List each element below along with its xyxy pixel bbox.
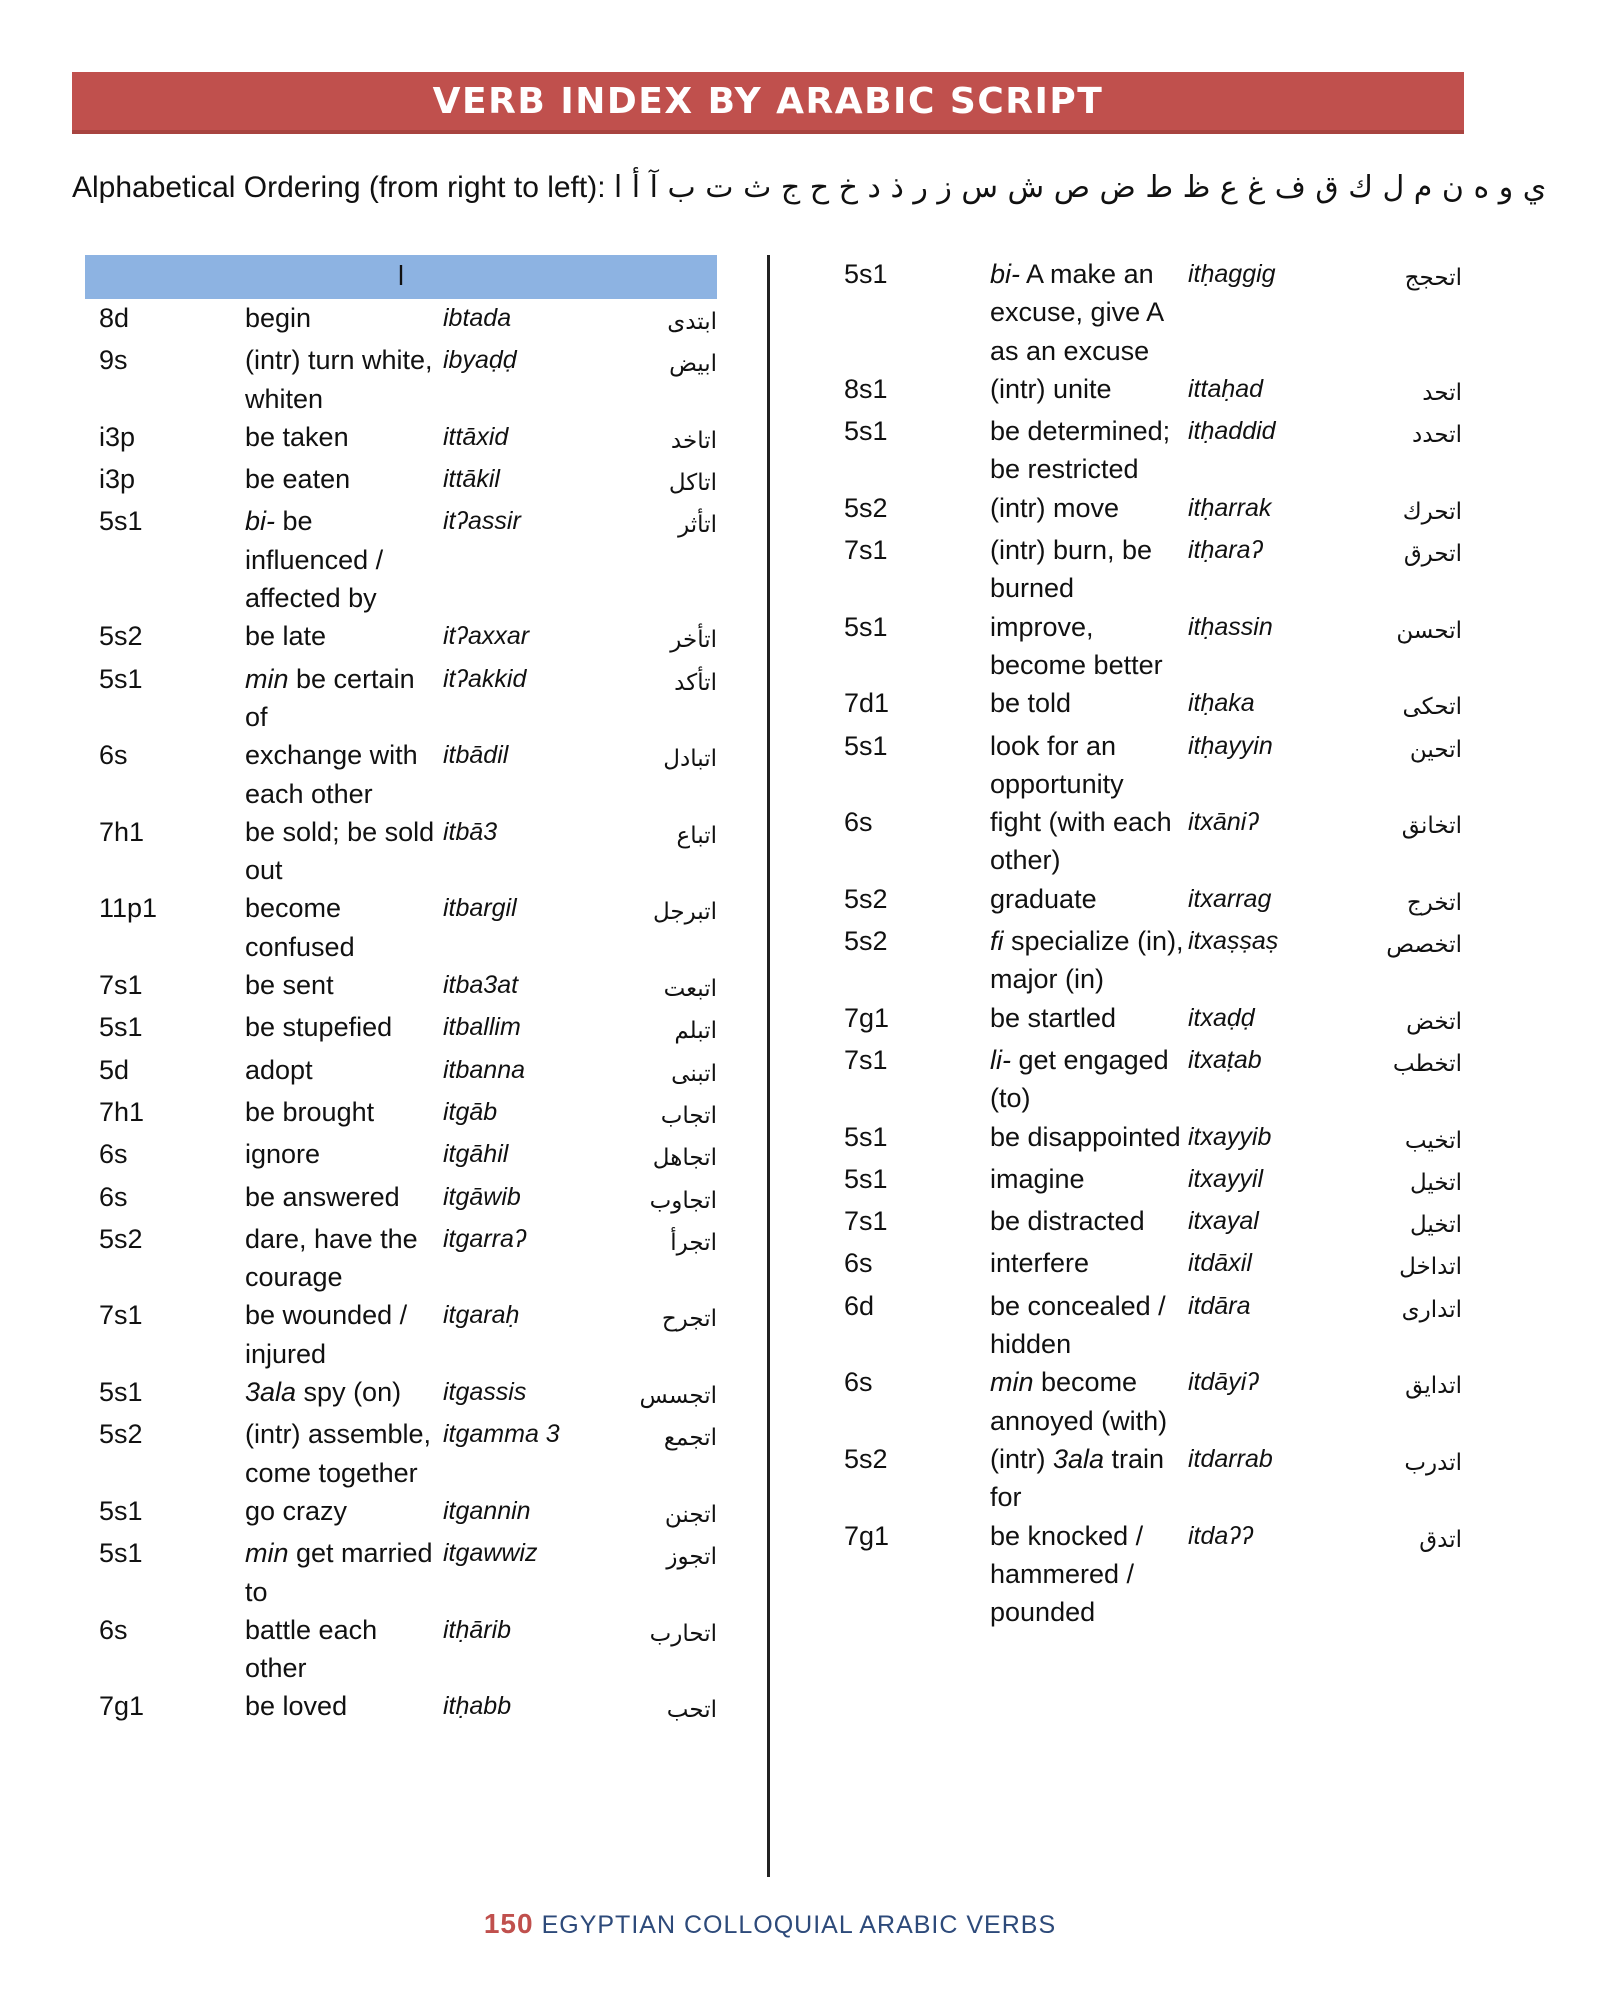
index-entry-row [85, 813, 717, 890]
transliteration: itdāyiʔ [1188, 1368, 1259, 1397]
english-gloss [990, 880, 1188, 922]
transliteration: itʔaxxar [443, 622, 530, 651]
transliteration: itba3at [443, 971, 519, 1000]
conjugation-code: 5s1 [99, 1377, 143, 1408]
index-entry-row [85, 502, 717, 617]
english-gloss [990, 803, 1188, 880]
right-column [830, 255, 1462, 1631]
gloss-text: be brought [245, 1096, 375, 1127]
gloss-text: (intr) move [990, 492, 1120, 523]
index-entry-row [85, 1296, 717, 1373]
conjugation-code: 5s1 [99, 663, 143, 694]
index-entry-row [830, 922, 1462, 999]
gloss-text: begin [245, 303, 312, 333]
gloss-text: be late [245, 621, 327, 652]
conjugation-code: 5s1 [844, 259, 888, 289]
conjugation-code: 5s2 [99, 621, 143, 652]
conjugation-code: 7s1 [844, 1206, 888, 1237]
conjugation-code: 5s2 [844, 926, 888, 957]
book-title: EGYPTIAN COLLOQUIAL ARABIC VERBS [541, 1911, 1057, 1939]
index-entry-row [85, 1051, 717, 1093]
conjugation-code: 6s [99, 1139, 128, 1170]
transliteration: itḥaddid [1188, 417, 1276, 446]
index-entry-row [85, 1687, 717, 1729]
conjugation-code: 6s [844, 1248, 873, 1279]
english-gloss [245, 418, 443, 460]
arabic-verb: اتدرب [1404, 1449, 1462, 1476]
arabic-verb: اتأكد [674, 669, 717, 696]
transliteration: ittākil [443, 465, 500, 494]
right-entry-list [830, 255, 1462, 1631]
transliteration: ittāxid [443, 422, 509, 451]
english-gloss [245, 736, 443, 813]
index-entry-row [830, 803, 1462, 880]
arabic-verb: اتحكى [1402, 694, 1462, 721]
conjugation-code: 11p1 [99, 893, 158, 924]
index-entry-row [85, 418, 717, 460]
arabic-verb: اتدايق [1405, 1373, 1462, 1400]
gloss-text: (intr) unite [990, 373, 1112, 404]
index-entry-row [85, 1373, 717, 1415]
transliteration: itḥaraʔ [1188, 536, 1264, 565]
index-entry-row [85, 299, 717, 341]
arabic-verb: اتحدد [1412, 422, 1462, 449]
english-gloss [990, 489, 1188, 531]
index-entry-row [830, 608, 1462, 685]
index-entry-row [830, 1202, 1462, 1244]
english-gloss [245, 1093, 443, 1135]
index-entry-row [830, 1440, 1462, 1517]
english-gloss [245, 889, 443, 966]
conjugation-code: 5s1 [844, 416, 888, 447]
conjugation-code: 5s1 [844, 1121, 888, 1152]
english-gloss [245, 1373, 443, 1415]
gloss-text: (intr) assemble, come together [245, 1419, 432, 1488]
arabic-verb: اتحرق [1403, 541, 1462, 568]
gloss-text: look for an opportunity [990, 730, 1124, 799]
arabic-verb: اتخيل [1410, 1169, 1462, 1196]
index-entry-row [830, 1363, 1462, 1440]
gloss-preposition: 3ala [245, 1377, 297, 1408]
arabic-verb: اتحد [1422, 379, 1462, 406]
conjugation-code: 5s1 [99, 1495, 143, 1526]
english-gloss [245, 1135, 443, 1177]
arabic-verb: اتدق [1419, 1526, 1462, 1553]
index-entry-row [85, 966, 717, 1008]
transliteration: itgamma 3 [443, 1420, 560, 1449]
conjugation-code: 5s1 [99, 1012, 143, 1043]
arabic-verb: اتبعت [663, 976, 717, 1003]
arabic-verb: اتأخر [670, 627, 717, 654]
arabic-verb: اتجاب [660, 1102, 717, 1129]
arabic-verb: اتجوز [666, 1544, 717, 1571]
arabic-verb: اتحرك [1402, 498, 1462, 525]
left-column [85, 255, 717, 1730]
conjugation-code: 6s [99, 1181, 128, 1212]
page-footer [0, 1908, 1540, 1940]
transliteration: itdāxil [1188, 1249, 1252, 1278]
transliteration: itgannin [443, 1496, 531, 1525]
english-gloss [990, 1041, 1188, 1118]
arabic-verb: اتاكل [668, 470, 717, 497]
transliteration: itḥaggig [1188, 260, 1276, 288]
english-gloss [245, 660, 443, 737]
alphabet-label: Alphabetical Ordering (from right to left): [72, 171, 606, 204]
arabic-verb: اتحارب [649, 1620, 717, 1647]
conjugation-code: 7s1 [844, 535, 888, 566]
english-gloss [245, 966, 443, 1008]
transliteration: itxaṭab [1188, 1045, 1262, 1074]
gloss-text: be sold; be sold out [245, 816, 435, 886]
index-entry-row [830, 727, 1462, 804]
conjugation-code: 5s2 [99, 1419, 143, 1450]
index-entry-row [85, 1135, 717, 1177]
arabic-verb: ابتدى [667, 309, 717, 335]
transliteration: itgawwiz [443, 1539, 538, 1568]
transliteration: itballim [443, 1013, 521, 1042]
index-entry-row [85, 1093, 717, 1135]
english-gloss [245, 1008, 443, 1050]
gloss-text: train for [990, 1443, 1165, 1513]
arabic-verb: اتخطب [1392, 1050, 1462, 1077]
english-gloss [245, 1687, 443, 1729]
english-gloss [990, 1440, 1188, 1517]
arabic-verb: اتجرأ [670, 1229, 717, 1256]
transliteration: itxāniʔ [1188, 808, 1259, 837]
arabic-verb: ابيض [669, 351, 717, 378]
conjugation-code: 5s2 [844, 492, 888, 523]
english-gloss [245, 502, 443, 617]
english-gloss [990, 1160, 1188, 1202]
arabic-verb: اتباع [676, 822, 717, 849]
index-entry-row [85, 660, 717, 737]
conjugation-code: 5s1 [844, 1163, 888, 1194]
conjugation-code: 7s1 [99, 1300, 143, 1331]
arabic-verb: اتدارى [1401, 1296, 1462, 1323]
index-entry-row [85, 1178, 717, 1220]
conjugation-code: 7g1 [844, 1002, 890, 1033]
conjugation-code: 5d [99, 1054, 130, 1085]
gloss-preposition: min [990, 1367, 1034, 1398]
transliteration: itgaraḥ [443, 1301, 520, 1330]
section-letter-header [85, 255, 717, 299]
gloss-text: A make an excuse, give A as an excuse [990, 259, 1163, 366]
gloss-text: be disappointed [990, 1121, 1181, 1152]
gloss-text: specialize (in), major (in) [990, 926, 1184, 995]
gloss-text: get engaged (to) [990, 1044, 1169, 1114]
gloss-text: be startled [990, 1002, 1117, 1033]
transliteration: itʔassir [443, 507, 521, 536]
gloss-text: be knocked / hammered / pounded [990, 1520, 1144, 1628]
arabic-verb: اتبادل [663, 746, 717, 773]
conjugation-code: 7s1 [99, 970, 143, 1001]
index-entry-row [830, 999, 1462, 1041]
transliteration: itxarrag [1188, 884, 1272, 913]
gloss-text: become annoyed (with) [990, 1367, 1168, 1436]
conjugation-code: 6d [844, 1290, 875, 1321]
gloss-preposition: min [245, 663, 289, 694]
index-entry-row [830, 1118, 1462, 1160]
conjugation-code: 7h1 [99, 816, 145, 847]
transliteration: itʔakkid [443, 664, 527, 693]
gloss-text: exchange with each other [245, 740, 418, 809]
english-gloss [990, 1517, 1188, 1632]
gloss-text: be loved [245, 1691, 348, 1722]
transliteration: itgassis [443, 1378, 527, 1407]
arabic-verb: اتجاوب [649, 1187, 717, 1214]
index-entry-row [85, 341, 717, 418]
conjugation-code: 6s [99, 1614, 128, 1645]
english-gloss [245, 1611, 443, 1688]
gloss-text: be wounded / injured [245, 1300, 408, 1369]
page-number: 150 [483, 1908, 534, 1939]
conjugation-code: 8s1 [844, 373, 888, 404]
gloss-text: (intr) turn white, whiten [245, 345, 433, 414]
conjugation-code: 5s2 [844, 1443, 888, 1474]
english-gloss [245, 1415, 443, 1492]
index-entry-row [85, 460, 717, 502]
index-entry-row [830, 412, 1462, 489]
index-entry-row [85, 1415, 717, 1492]
index-entry-row [85, 1220, 717, 1297]
index-entry-row [85, 736, 717, 813]
arabic-verb: اتجنن [664, 1501, 717, 1528]
gloss-text: adopt [245, 1054, 313, 1085]
gloss-text: be eaten [245, 464, 351, 495]
index-entry-row [830, 370, 1462, 412]
transliteration: ittaḥad [1188, 374, 1264, 403]
transliteration: itgāb [443, 1097, 498, 1126]
arabic-verb: اتخانق [1401, 813, 1462, 840]
conjugation-code: i3p [99, 464, 136, 495]
conjugation-code: 7s1 [844, 1044, 888, 1075]
arabic-verb: اتخيب [1404, 1127, 1462, 1154]
gloss-text: graduate [990, 883, 1097, 914]
arabic-verb: اتجسس [639, 1383, 717, 1410]
alphabet-letters: ي و ه ن م ل ك ق ف غ ع ظ ط ض ص ش س ز ر ذ د خ ح ج ث ت ب آ أ ا [613, 170, 1547, 205]
conjugation-code: 5s1 [99, 1538, 143, 1569]
english-gloss [990, 727, 1188, 804]
arabic-verb: اتخصص [1386, 932, 1462, 959]
arabic-verb: اتجرح [661, 1306, 717, 1333]
gloss-text: (intr) burn, be burned [990, 535, 1153, 604]
gloss-text: be taken [245, 421, 349, 452]
english-gloss [990, 922, 1188, 999]
gloss-text: ignore [245, 1139, 321, 1170]
gloss-text: improve, become better [990, 611, 1163, 680]
gloss-text: become confused [245, 893, 355, 962]
arabic-verb: اتحين [1409, 736, 1462, 763]
transliteration: itḥassin [1188, 612, 1273, 641]
conjugation-code: 5s1 [99, 506, 143, 537]
english-gloss [245, 1296, 443, 1373]
transliteration: itxaḍḍ [1188, 1003, 1255, 1032]
gloss-text: spy (on) [296, 1377, 402, 1408]
gloss-text: imagine [990, 1163, 1085, 1194]
index-entry-row [830, 1244, 1462, 1286]
transliteration: itbādil [443, 741, 509, 770]
conjugation-code: i3p [99, 421, 136, 452]
transliteration: itbanna [443, 1055, 526, 1084]
gloss-text: be sent [245, 970, 334, 1001]
index-entry-row [830, 1160, 1462, 1202]
transliteration: itḥarrak [1188, 493, 1272, 522]
index-entry-row [85, 1534, 717, 1611]
arabic-verb: اتبنى [671, 1060, 717, 1087]
conjugation-code: 9s [99, 345, 128, 376]
index-entry-row [85, 889, 717, 966]
gloss-text: be influenced / affected by [245, 506, 384, 614]
gloss-preposition: fi [990, 926, 1004, 957]
english-gloss [245, 1534, 443, 1611]
conjugation-code: 7g1 [99, 1691, 145, 1722]
gloss-text: be determined; be restricted [990, 416, 1171, 485]
index-entry-row [830, 880, 1462, 922]
gloss-text: go crazy [245, 1495, 348, 1526]
english-gloss [990, 1118, 1188, 1160]
arabic-verb: اتبلم [674, 1018, 717, 1045]
gloss-text: be certain of [245, 663, 415, 732]
transliteration: ibtada [443, 304, 512, 332]
column-divider [767, 255, 770, 1877]
conjugation-code: 7g1 [844, 1520, 890, 1551]
transliteration: itdaʔʔ [1188, 1521, 1254, 1550]
section-letter: ا [397, 262, 405, 292]
transliteration: itxayal [1188, 1207, 1259, 1236]
page-title: VERB INDEX BY ARABIC SCRIPT [432, 80, 1104, 122]
left-entry-list [85, 299, 717, 1730]
gloss-text: get married to [245, 1538, 433, 1607]
english-gloss [245, 617, 443, 659]
index-entry-row [830, 531, 1462, 608]
transliteration: itḥayyin [1188, 731, 1273, 760]
transliteration: itdarrab [1188, 1444, 1273, 1473]
arabic-verb: اتداخل [1399, 1254, 1462, 1281]
index-entry-row [830, 1041, 1462, 1118]
english-gloss [990, 531, 1188, 608]
conjugation-code: 5s2 [844, 883, 888, 914]
english-gloss [245, 341, 443, 418]
english-gloss [990, 608, 1188, 685]
transliteration: itḥabb [443, 1692, 512, 1721]
arabic-verb: اتاخد [670, 427, 717, 454]
gloss-text: battle each other [245, 1614, 378, 1684]
english-gloss [990, 684, 1188, 726]
gloss-text: fight (with each other) [990, 807, 1172, 876]
gloss-text: interfere [990, 1248, 1090, 1279]
arabic-verb: اتجمع [663, 1425, 717, 1452]
transliteration: itxaṣṣaṣ [1188, 927, 1279, 956]
english-gloss [245, 1220, 443, 1297]
transliteration: itbā3 [443, 817, 498, 846]
arabic-verb: اتبرجل [652, 899, 717, 926]
english-gloss [245, 813, 443, 890]
gloss-text: be told [990, 688, 1072, 719]
conjugation-code: 8d [99, 303, 130, 333]
conjugation-code: 5s2 [99, 1223, 143, 1254]
header-bar [72, 72, 1464, 134]
arabic-verb: اتحب [666, 1697, 717, 1724]
english-gloss [245, 1051, 443, 1093]
english-gloss [990, 255, 1188, 370]
english-gloss [990, 999, 1188, 1041]
arabic-verb: اتحجج [1404, 265, 1462, 291]
conjugation-code: 6s [844, 807, 873, 838]
arabic-verb: اتحسن [1396, 617, 1462, 644]
conjugation-code: 7d1 [844, 688, 890, 719]
english-gloss [990, 1287, 1188, 1364]
transliteration: itgāwib [443, 1182, 521, 1211]
english-gloss [990, 1202, 1188, 1244]
english-gloss [245, 299, 443, 341]
transliteration: itḥārib [443, 1615, 512, 1644]
gloss-text: be answered [245, 1181, 400, 1212]
gloss-text: be distracted [990, 1206, 1145, 1237]
transliteration: itxayyib [1188, 1122, 1272, 1151]
conjugation-code: 6s [844, 1367, 873, 1398]
index-entry-row [830, 1287, 1462, 1364]
gloss-preposition: bi- [990, 259, 1021, 289]
alphabet-ordering [72, 170, 1547, 205]
gloss-preposition: bi- [245, 506, 276, 537]
english-gloss [245, 1492, 443, 1534]
index-entry-row [85, 1492, 717, 1534]
gloss-preposition: min [245, 1538, 289, 1569]
arabic-verb: اتأثر [678, 512, 717, 539]
english-gloss [245, 460, 443, 502]
arabic-verb: اتخيل [1410, 1212, 1462, 1239]
english-gloss [990, 370, 1188, 412]
index-entry-row [830, 1517, 1462, 1632]
conjugation-code: 6s [99, 740, 128, 771]
english-gloss [245, 1178, 443, 1220]
transliteration: itdāra [1188, 1291, 1251, 1320]
gloss-text: (intr) [990, 1443, 1053, 1474]
arabic-verb: اتخرج [1406, 889, 1462, 916]
gloss-text: be stupefied [245, 1012, 393, 1043]
index-entry-row [85, 1008, 717, 1050]
conjugation-code: 7h1 [99, 1096, 145, 1127]
arabic-verb: اتخض [1406, 1008, 1462, 1035]
english-gloss [990, 1244, 1188, 1286]
transliteration: itgarraʔ [443, 1224, 527, 1253]
transliteration: itbargil [443, 894, 517, 923]
transliteration: itxayyil [1188, 1164, 1264, 1193]
transliteration: itgāhil [443, 1140, 509, 1169]
gloss-text: dare, have the courage [245, 1223, 418, 1293]
index-entry-row [830, 489, 1462, 531]
conjugation-code: 5s1 [844, 611, 888, 642]
index-entry-row [85, 1611, 717, 1688]
gloss-preposition: 3ala [1053, 1443, 1105, 1474]
english-gloss [990, 1363, 1188, 1440]
english-gloss [990, 412, 1188, 489]
gloss-text: be concealed / hidden [990, 1290, 1166, 1360]
arabic-verb: اتجاهل [652, 1145, 717, 1172]
gloss-preposition: li- [990, 1044, 1011, 1075]
transliteration: itḥaka [1188, 689, 1255, 718]
index-entry-row [830, 255, 1462, 370]
conjugation-code: 5s1 [844, 730, 888, 761]
transliteration: ibyaḍḍ [443, 346, 517, 375]
index-entry-row [85, 617, 717, 659]
index-entry-row [830, 684, 1462, 726]
